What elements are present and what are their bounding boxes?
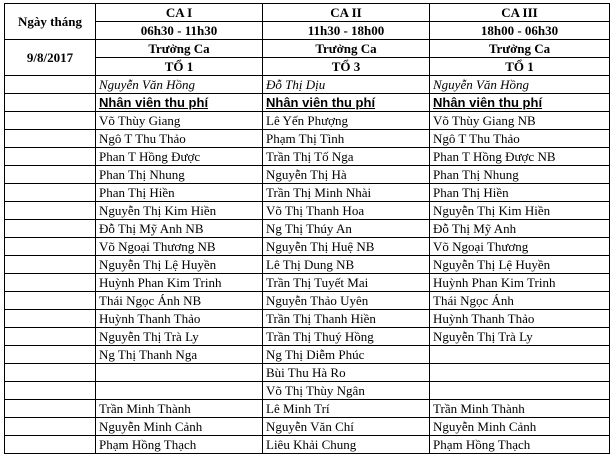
- staff-name-cell: [96, 382, 263, 400]
- date-label: Ngày tháng: [18, 14, 82, 29]
- staff-name-cell: Lê Thị Dung NB: [263, 256, 430, 274]
- staff-row: [5, 220, 610, 238]
- empty-cell: [5, 346, 96, 364]
- staff-name-cell: Trần Thị Tố Nga: [263, 148, 430, 166]
- staff-name-cell: Phan Thị Hiền: [96, 184, 263, 202]
- staff-row: [5, 364, 610, 382]
- empty-cell: [5, 418, 96, 436]
- date-label-cell: [5, 4, 96, 40]
- shift-3-time: 18h00 - 06h30: [430, 22, 610, 40]
- staff-name-cell: Nguyễn Thị Trà Ly: [96, 328, 263, 346]
- header-row-teams: [5, 58, 610, 76]
- staff-name-cell: [430, 346, 610, 364]
- staff-name-cell: Nguyễn Minh Cảnh: [96, 418, 263, 436]
- staff-name-cell: Võ Thị Thanh Hoa: [263, 202, 430, 220]
- empty-cell: [5, 112, 96, 130]
- staff-label-row: [5, 94, 610, 112]
- staff-name-cell: Lê Yến Phượng: [263, 112, 430, 130]
- empty-cell: [5, 166, 96, 184]
- empty-cell: [5, 274, 96, 292]
- staff-name-cell: Nguyễn Thảo Uyên: [263, 292, 430, 310]
- leads-row: [5, 76, 610, 94]
- staff-name-cell: Ng Thị Thúy An: [263, 220, 430, 238]
- empty-cell: [5, 364, 96, 382]
- empty-cell: [5, 436, 96, 454]
- staff-name-cell: Võ Thùy Giang NB: [430, 112, 610, 130]
- staff-name-cell: [430, 364, 610, 382]
- empty-cell: [5, 256, 96, 274]
- staff-name-cell: Ngô T Thu Thảo: [96, 130, 263, 148]
- staff-name-cell: Võ Ngoại Thương: [430, 238, 610, 256]
- shift-1-role: Trưởng Ca: [96, 40, 263, 58]
- staff-name-cell: Trần Minh Thành: [96, 400, 263, 418]
- staff-name-cell: Trần Thị Thuý Hồng: [263, 328, 430, 346]
- staff-name-cell: Phan Thị Nhung: [96, 166, 263, 184]
- empty-cell: [5, 400, 96, 418]
- staff-name-cell: Thái Ngọc Ánh: [430, 292, 610, 310]
- empty-cell: [5, 76, 96, 94]
- empty-cell: [5, 382, 96, 400]
- empty-cell: [5, 130, 96, 148]
- shift-2-lead: Đỗ Thị Dịu: [263, 76, 430, 94]
- staff-row: [5, 328, 610, 346]
- empty-cell: [5, 184, 96, 202]
- staff-name-cell: Nguyễn Thị Kim Hiền: [96, 202, 263, 220]
- staff-name-cell: Liêu Khải Chung: [263, 436, 430, 454]
- staff-name-cell: Đỗ Thị Mỹ Anh: [430, 220, 610, 238]
- staff-name-cell: Nguyễn Thị Lệ Huyền: [430, 256, 610, 274]
- staff-name-cell: Phan Thị Hiền: [430, 184, 610, 202]
- staff-name-cell: Trần Thị Thanh Hiền: [263, 310, 430, 328]
- staff-name-cell: Nguyễn Thị Trà Ly: [430, 328, 610, 346]
- staff-name-cell: Trần Minh Thành: [430, 400, 610, 418]
- shift-2-name: CA II: [263, 4, 430, 22]
- shift-1-lead: Nguyễn Văn Hồng: [96, 76, 263, 94]
- staff-name-cell: Huỳnh Thanh Thảo: [430, 310, 610, 328]
- staff-row: [5, 202, 610, 220]
- staff-name-cell: Nguyễn Thị Lệ Huyền: [96, 256, 263, 274]
- empty-cell: [5, 148, 96, 166]
- empty-cell: [5, 328, 96, 346]
- staff-name-cell: Ng Thị Thanh Nga: [96, 346, 263, 364]
- staff-name-cell: Phan T Hồng Được NB: [430, 148, 610, 166]
- shift-3-lead: Nguyễn Văn Hồng: [430, 76, 610, 94]
- staff-name-cell: Bùi Thu Hà Ro: [263, 364, 430, 382]
- staff-name-cell: Phạm Hồng Thạch: [96, 436, 263, 454]
- staff-name-cell: Huỳnh Phan Kim Trinh: [96, 274, 263, 292]
- staff-name-cell: Trần Thị Tuyết Mai: [263, 274, 430, 292]
- shift-2-role: Trưởng Ca: [263, 40, 430, 58]
- empty-cell: [5, 238, 96, 256]
- staff-name-cell: Huỳnh Phan Kim Trinh: [430, 274, 610, 292]
- staff-name-cell: Phan Thị Nhung: [430, 166, 610, 184]
- shift-schedule-table: [4, 3, 610, 454]
- shift-2-time: 11h30 - 18h00: [263, 22, 430, 40]
- staff-name-cell: Ngô T Thu Thảo: [430, 130, 610, 148]
- shift-1-name: CA I: [96, 4, 263, 22]
- staff-row: [5, 112, 610, 130]
- shift-3-name: CA III: [430, 4, 610, 22]
- header-row-shift-times: [5, 22, 610, 40]
- empty-cell: [5, 94, 96, 112]
- staff-name-cell: [96, 364, 263, 382]
- staff-row: [5, 310, 610, 328]
- shift-2-team: TỔ 3: [263, 58, 430, 76]
- shift-3-role: Trưởng Ca: [430, 40, 610, 58]
- empty-cell: [5, 292, 96, 310]
- staff-row: [5, 418, 610, 436]
- staff-row: [5, 292, 610, 310]
- shift-1-time: 06h30 - 11h30: [96, 22, 263, 40]
- staff-name-cell: Nguyễn Thị Huệ NB: [263, 238, 430, 256]
- shift-2-staff-label: Nhân viên thu phí: [263, 94, 430, 112]
- staff-name-cell: Phan T Hồng Được: [96, 148, 263, 166]
- staff-name-cell: Đỗ Thị Mỹ Anh NB: [96, 220, 263, 238]
- staff-row: [5, 436, 610, 454]
- staff-row: [5, 274, 610, 292]
- staff-name-cell: Phạm Thị Tình: [263, 130, 430, 148]
- staff-name-cell: Võ Ngoại Thương NB: [96, 238, 263, 256]
- staff-name-cell: Phạm Hồng Thạch: [430, 436, 610, 454]
- empty-cell: [5, 202, 96, 220]
- staff-name-cell: Nguyễn Minh Cảnh: [430, 418, 610, 436]
- date-value-cell: 9/8/2017: [5, 40, 96, 76]
- empty-cell: [5, 220, 96, 238]
- shift-3-team: TỔ 1: [430, 58, 610, 76]
- staff-name-cell: Huỳnh Thanh Thảo: [96, 310, 263, 328]
- staff-name-cell: Nguyễn Văn Chí: [263, 418, 430, 436]
- empty-cell: [5, 310, 96, 328]
- staff-name-cell: Lê Minh Trí: [263, 400, 430, 418]
- staff-row: [5, 346, 610, 364]
- header-row-shift-names: [5, 4, 610, 22]
- staff-row: [5, 184, 610, 202]
- staff-row: [5, 400, 610, 418]
- staff-name-cell: Võ Thị Thùy Ngân: [263, 382, 430, 400]
- staff-name-cell: Nguyễn Thị Hà: [263, 166, 430, 184]
- staff-row: [5, 256, 610, 274]
- shift-3-staff-label: Nhân viên thu phí: [430, 94, 610, 112]
- staff-name-cell: [430, 382, 610, 400]
- staff-row: [5, 166, 610, 184]
- staff-name-cell: Trần Thị Minh Nhài: [263, 184, 430, 202]
- shift-1-staff-label: Nhân viên thu phí: [96, 94, 263, 112]
- shift-1-team: TỔ 1: [96, 58, 263, 76]
- staff-row: [5, 382, 610, 400]
- staff-name-cell: Thái Ngọc Ánh NB: [96, 292, 263, 310]
- staff-row: [5, 130, 610, 148]
- staff-row: [5, 238, 610, 256]
- staff-name-cell: Nguyễn Thị Kim Hiền: [430, 202, 610, 220]
- staff-row: [5, 148, 610, 166]
- header-row-roles: [5, 40, 610, 58]
- staff-name-cell: Ng Thị Diễm Phúc: [263, 346, 430, 364]
- staff-name-cell: Võ Thùy Giang: [96, 112, 263, 130]
